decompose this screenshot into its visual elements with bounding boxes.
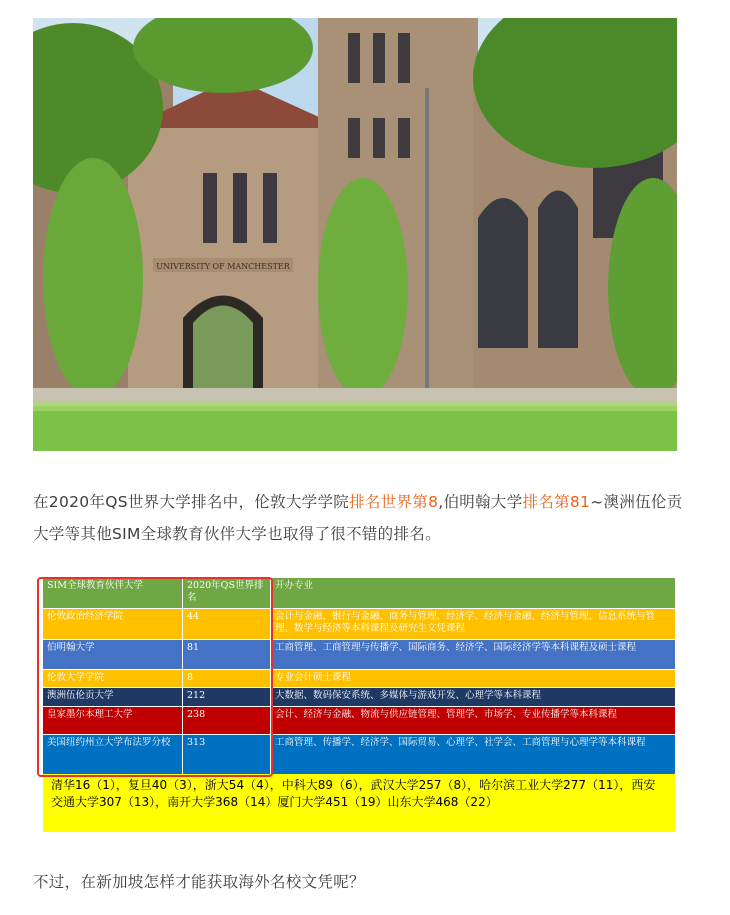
- qs-rank: 81: [183, 640, 271, 669]
- header-programs: 开办专业: [271, 578, 675, 608]
- university-name: 澳洲伍伦贡大学: [43, 688, 183, 706]
- programs: 会计、经济与金融、物流与供应链管理、管理学、市场学、专业传播学等本科课程: [271, 707, 675, 734]
- intro-text-3: ~澳洲伍伦贡大学等其他SIM全球教育伙伴大学也取得了很不错的排名。: [33, 493, 683, 543]
- intro-highlight-1: 排名世界第8: [349, 493, 439, 511]
- header-qs-rank: 2020年QS世界排名: [183, 578, 271, 608]
- qs-rank: 8: [183, 670, 271, 687]
- university-name: 伦敦政治经济学院: [43, 609, 183, 639]
- qs-rank: 238: [183, 707, 271, 734]
- programs: 会计与金融、银行与金融、商务与管理、经济学、经济与金融、经济与管理、信息系统与管理、数学与经济等本科课程及研究生文凭课程: [271, 609, 675, 639]
- university-name: 皇家墨尔本理工大学: [43, 707, 183, 734]
- intro-paragraph: [33, 486, 693, 550]
- intro-text-1: 在2020年QS世界大学排名中，伦敦大学学院: [33, 493, 350, 511]
- campus-photo: [33, 18, 677, 451]
- building-sign: UNIVERSITY OF MANCHESTER: [156, 262, 290, 271]
- qs-rank: 44: [183, 609, 271, 639]
- university-name: 美国纽约州立大学布法罗分校: [43, 735, 183, 774]
- qs-rank: 212: [183, 688, 271, 706]
- outro-paragraph: 不过，在新加坡怎样才能获取海外名校文凭呢？: [33, 873, 365, 891]
- university-name: 伯明翰大学: [43, 640, 183, 669]
- highlight-box: [37, 577, 273, 777]
- programs: 工商管理、传播学、经济学、国际贸易、心理学、社学会、工商管理与心理学等本科课程: [271, 735, 675, 774]
- programs: 工商管理、工商管理与传播学、国际商务、经济学、国际经济学等本科课程及硕士课程: [271, 640, 675, 669]
- university-name: 伦敦大学学院: [43, 670, 183, 687]
- intro-highlight-2: 排名第81: [522, 493, 591, 511]
- intro-text-2: ,伯明翰大学: [438, 493, 523, 511]
- programs: 大数据、数码保安系统、多媒体与游戏开发、心理学等本科课程: [271, 688, 675, 706]
- header-university: SIM全球教育伙伴大学: [43, 578, 183, 608]
- domestic-ranking-comparison: 清华16（1），复旦40（3），浙大54（4），中科大89（6），武汉大学257（8），哈尔滨工业大学277（11），西安交通大学307（13），南开大学368（14）厦门大学451（19）山东大学468（22）: [43, 774, 675, 832]
- programs: 专业会计硕士课程: [271, 670, 675, 687]
- qs-rank: 313: [183, 735, 271, 774]
